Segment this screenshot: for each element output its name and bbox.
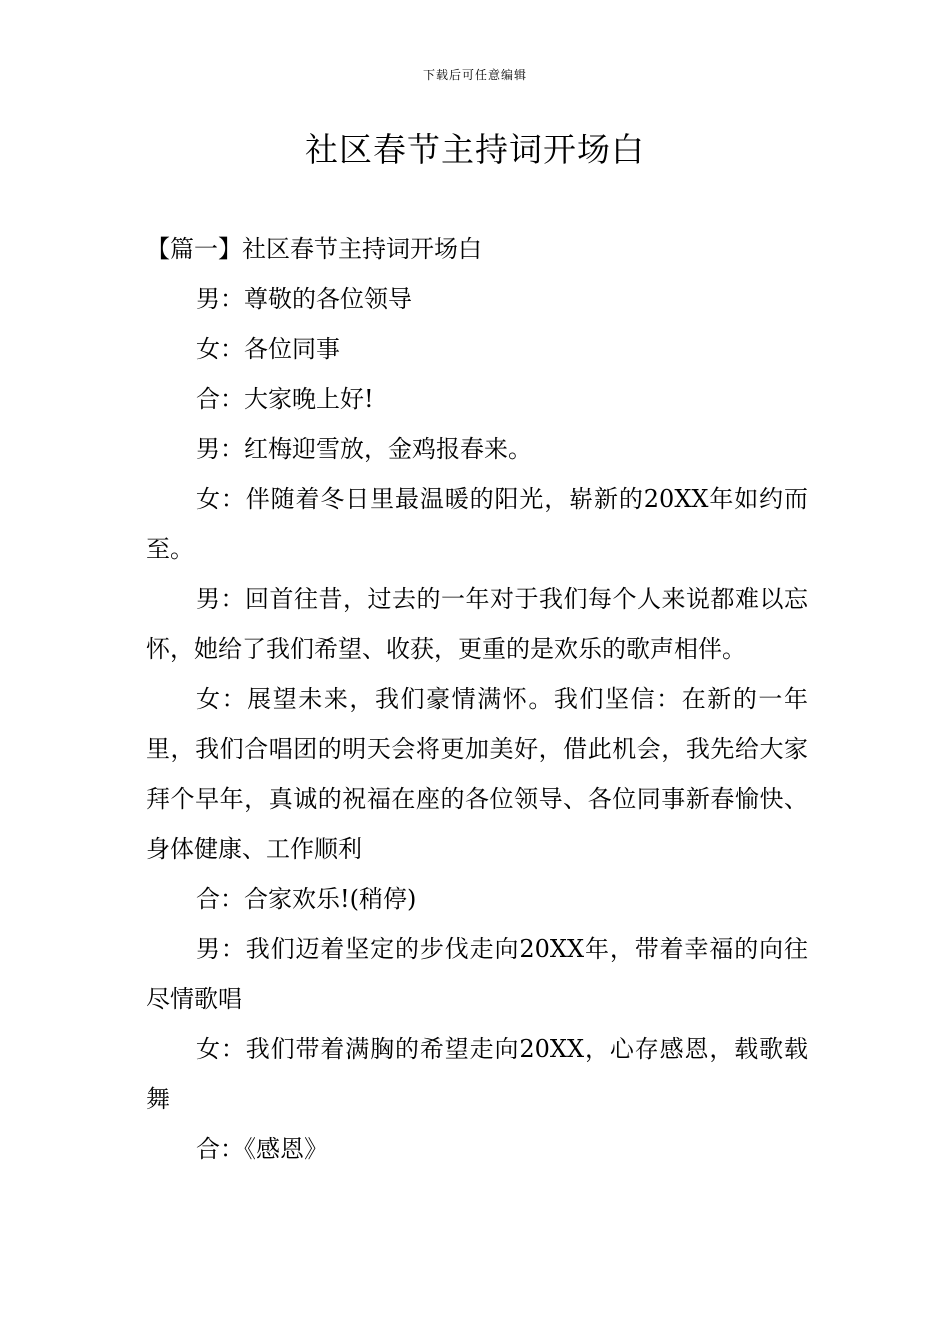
dialogue-line: 女：各位同事 <box>196 335 340 363</box>
dialogue-line: 合：《感恩》 <box>196 1135 328 1163</box>
dialogue-line: 男：尊敬的各位领导 <box>196 285 412 313</box>
dialogue-line: 女：我们带着满胸的希望走向20XX，心存感恩，载歌载舞 <box>146 1035 808 1113</box>
section-heading: 【篇一】社区春节主持词开场白 <box>146 235 482 263</box>
dialogue-line: 男：回首往昔，过去的一年对于我们每个人来说都难以忘怀，她给了我们希望、收获，更重的是欢乐的歌声相伴。 <box>146 585 808 663</box>
dialogue-line: 男：红梅迎雪放，金鸡报春来。 <box>196 435 532 463</box>
dialogue-line: 女：展望未来，我们豪情满怀。我们坚信：在新的一年里，我们合唱团的明天会将更加美好，借此机会，我先给大家拜个早年，真诚的祝福在座的各位领导、各位同事新春愉快、身体健康、工作顺利 <box>146 685 808 863</box>
dialogue-line: 男：我们迈着坚定的步伐走向20XX年，带着幸福的向往尽情歌唱 <box>146 935 808 1013</box>
header-note: 下载后可任意编辑 <box>422 68 527 82</box>
dialogue-line: 女：伴随着冬日里最温暖的阳光，崭新的20XX年如约而至。 <box>146 485 808 563</box>
dialogue-line: 合：大家晚上好! <box>196 385 374 413</box>
document-body <box>146 224 808 1174</box>
dialogue-line: 合：合家欢乐!(稍停) <box>196 885 417 913</box>
document-title: 社区春节主持词开场白 <box>305 130 645 169</box>
